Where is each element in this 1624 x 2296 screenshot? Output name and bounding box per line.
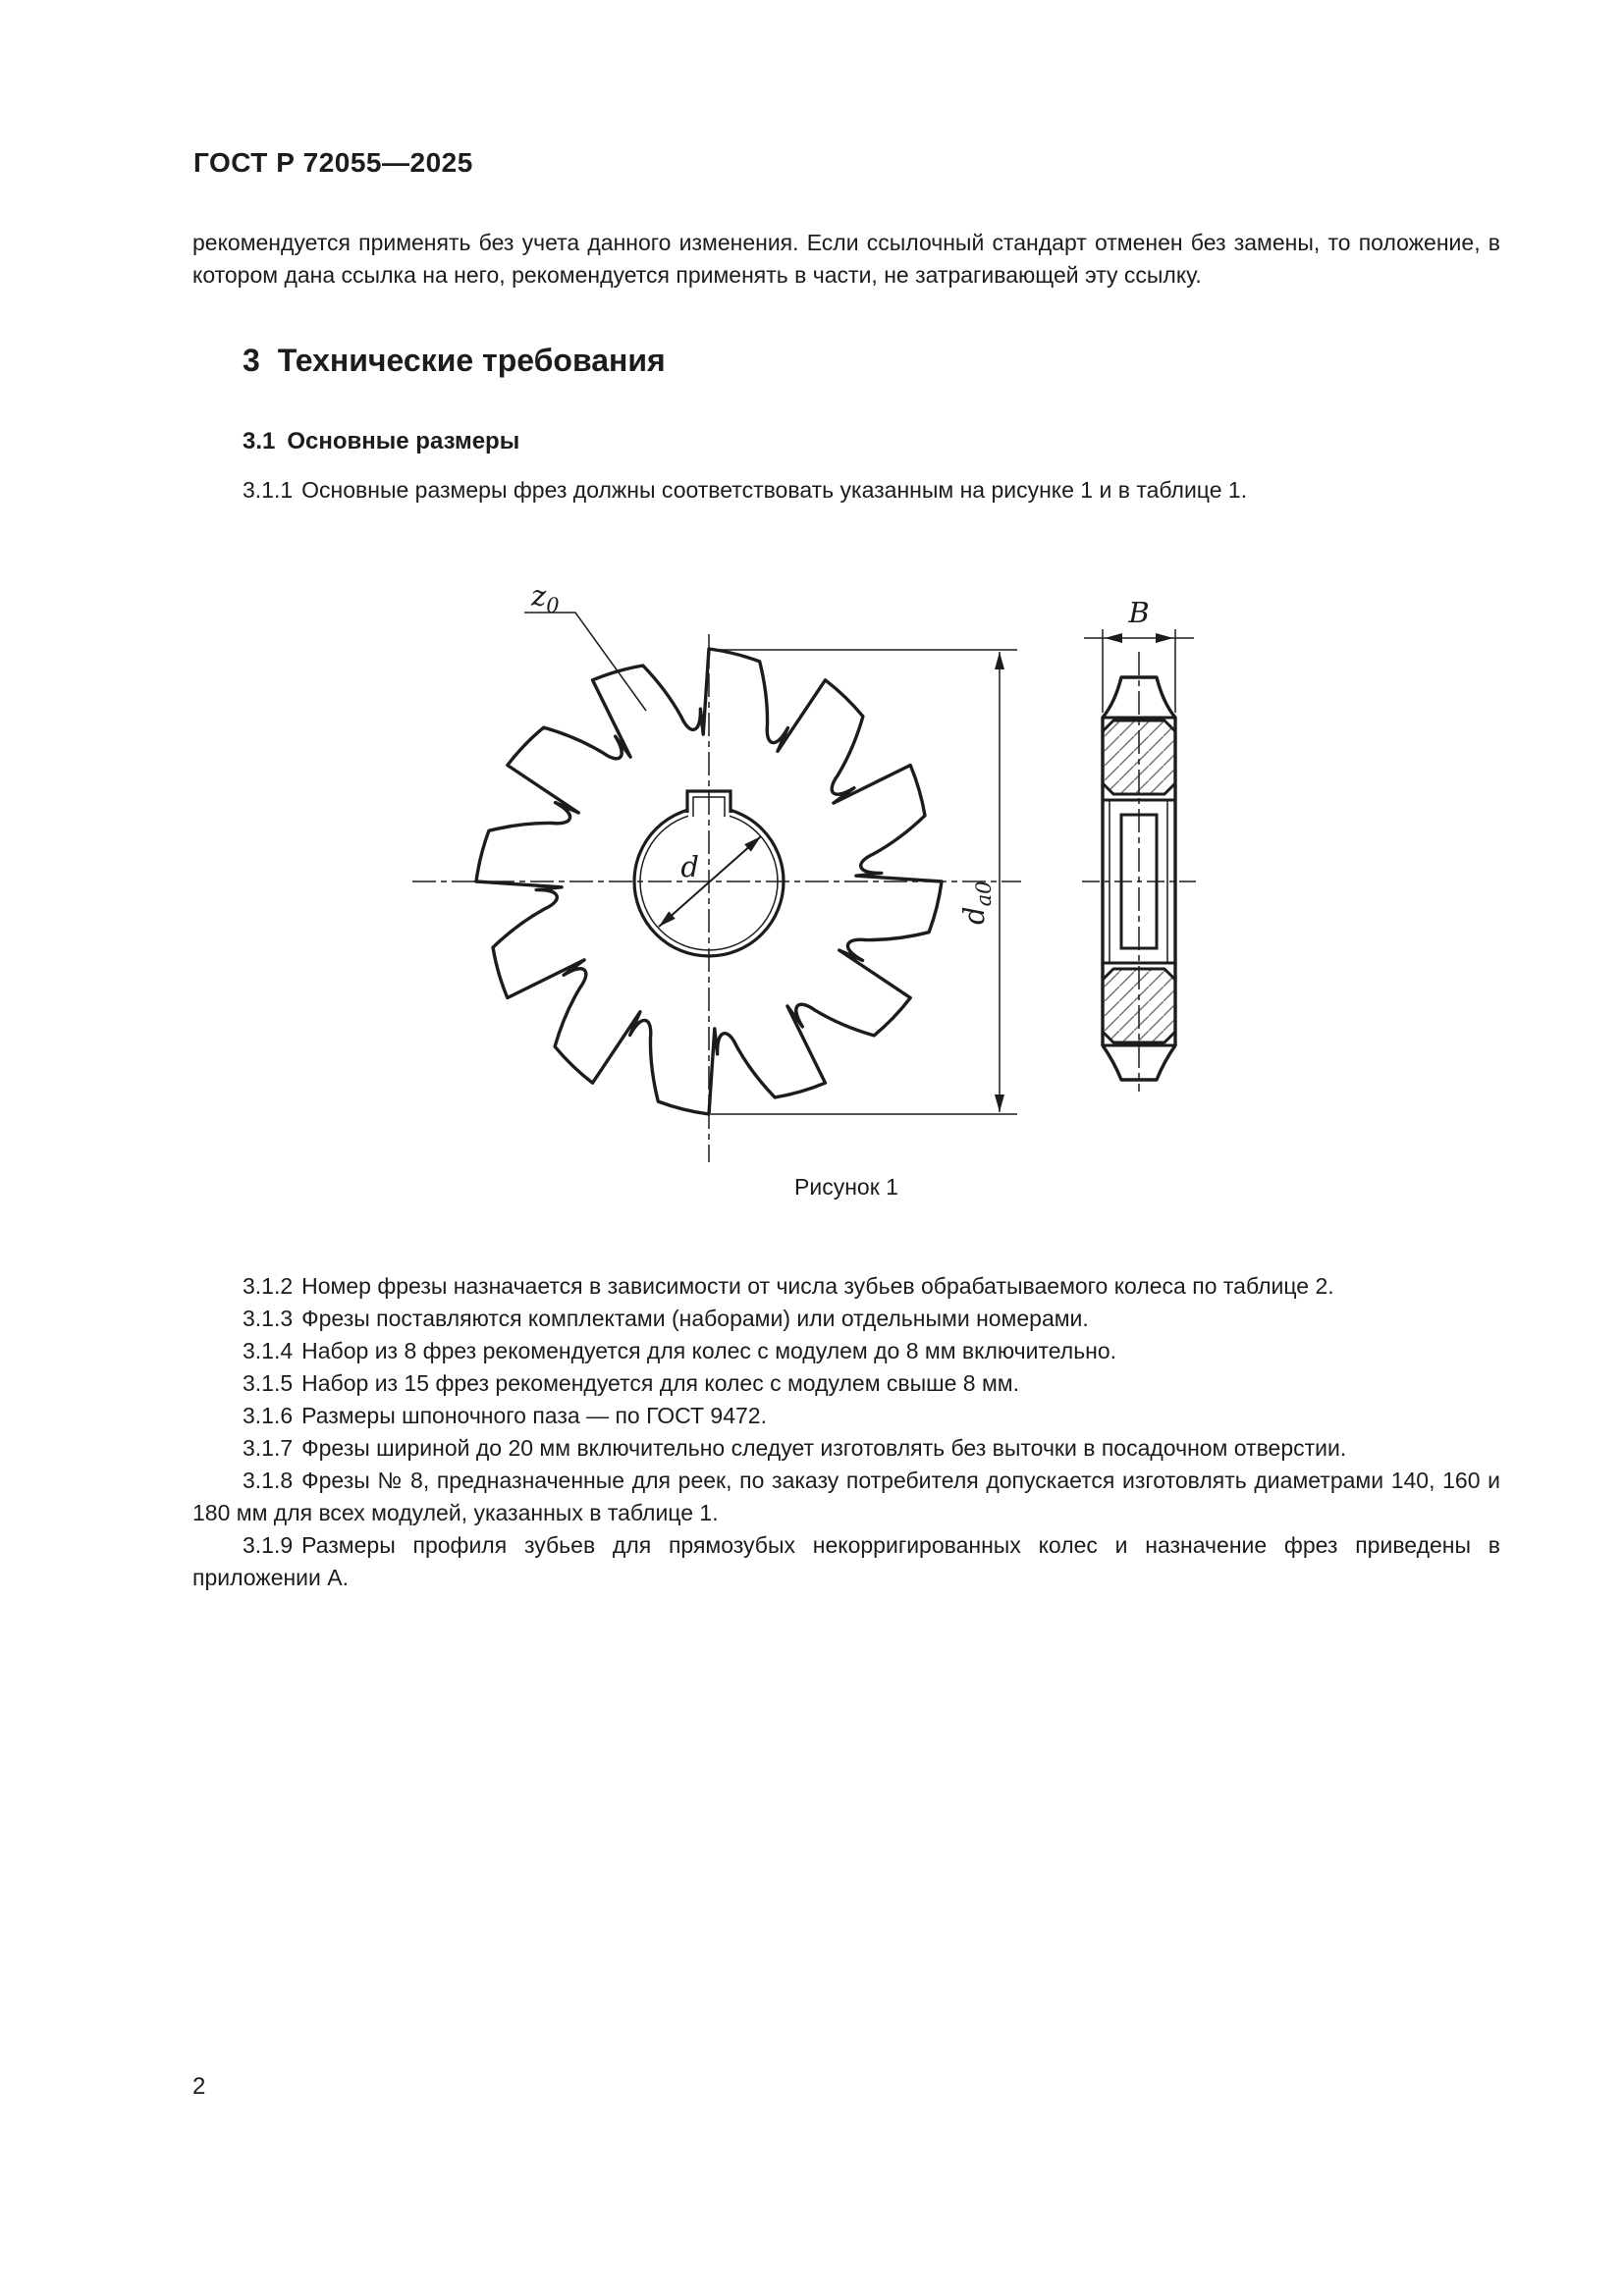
clause-text: Фрезы шириной до 20 мм включительно следует изготовлять без выточки в посадочном отверстии. (301, 1435, 1347, 1461)
clause-number: 3.1.3 (243, 1306, 294, 1331)
clause-3-1-4 (192, 1335, 1500, 1367)
standard-designation: ГОСТ Р 72055—2025 (193, 147, 473, 178)
clause-text: Размеры шпоночного паза — по ГОСТ 9472. (301, 1403, 767, 1428)
clause-text: Фрезы № 8, предназначенные для реек, по заказу потребителя допускается изготовлять диаметрами 140, 160 и 180 мм для всех модулей, указанных в таблице 1. (192, 1468, 1500, 1525)
clause-text: Набор из 8 фрез рекомендуется для колес с модулем до 8 мм включительно. (301, 1338, 1117, 1363)
clause-text: Фрезы поставляются комплектами (наборами) или отдельными номерами. (301, 1306, 1089, 1331)
outside-diameter-label: $d_{a0}$ (957, 881, 996, 925)
figure-1-drawing (295, 530, 1198, 1168)
clause-number: 3.1.6 (243, 1403, 294, 1428)
teeth-count-label: $z_0$ (531, 579, 560, 617)
clause-number: 3.1.8 (243, 1468, 294, 1493)
section-heading (243, 343, 666, 379)
clause-number: 3.1.5 (243, 1370, 294, 1396)
clause-3-1-2 (192, 1270, 1500, 1303)
subsection-heading (243, 428, 519, 455)
clause-3-1-1 (192, 474, 1500, 507)
width-label: B (1128, 596, 1150, 629)
intro-paragraph: рекомендуется применять без учета данного изменения. Если ссылочный стандарт отменен без замены, то положение, в котором дана ссылка на него, рекомендуется применять в части, не затрагивающей эту ссылку. (192, 230, 1500, 288)
clause-3-1-3 (192, 1303, 1500, 1335)
clause-number: 3.1.9 (243, 1532, 294, 1558)
clause-number: 3.1.7 (243, 1435, 294, 1461)
clause-3-1-6 (192, 1400, 1500, 1432)
section-title: Технические требования (277, 343, 666, 378)
clause-3-1-7 (192, 1432, 1500, 1465)
clauses-block (192, 1270, 1500, 1594)
clause-text: Набор из 15 фрез рекомендуется для колес с модулем свыше 8 мм. (301, 1370, 1020, 1396)
clause-number: 3.1.4 (243, 1338, 294, 1363)
cutter-side-view (1082, 596, 1196, 1092)
bore-diameter-label: d (680, 850, 699, 883)
section-number: 3 (243, 343, 260, 378)
subsection-number: 3.1 (243, 428, 276, 454)
clause-3-1-8 (192, 1465, 1500, 1529)
gear-front-view (412, 579, 1021, 1162)
figure-caption: Рисунок 1 (794, 1174, 898, 1200)
clause-3-1-9 (192, 1529, 1500, 1594)
clause-number: 3.1.2 (243, 1273, 294, 1299)
subsection-title: Основные размеры (287, 428, 520, 454)
clause-number: 3.1.1 (243, 477, 294, 503)
clause-text: Размеры профиля зубьев для прямозубых некорригированных колес и назначение фрез приведены в приложении А. (192, 1532, 1500, 1590)
clause-text: Номер фрезы назначается в зависимости от числа зубьев обрабатываемого колеса по таблице 2. (301, 1273, 1334, 1299)
page-number: 2 (192, 2073, 206, 2100)
clause-3-1-5 (192, 1367, 1500, 1400)
clause-text: Основные размеры фрез должны соответствовать указанным на рисунке 1 и в таблице 1. (301, 477, 1248, 503)
